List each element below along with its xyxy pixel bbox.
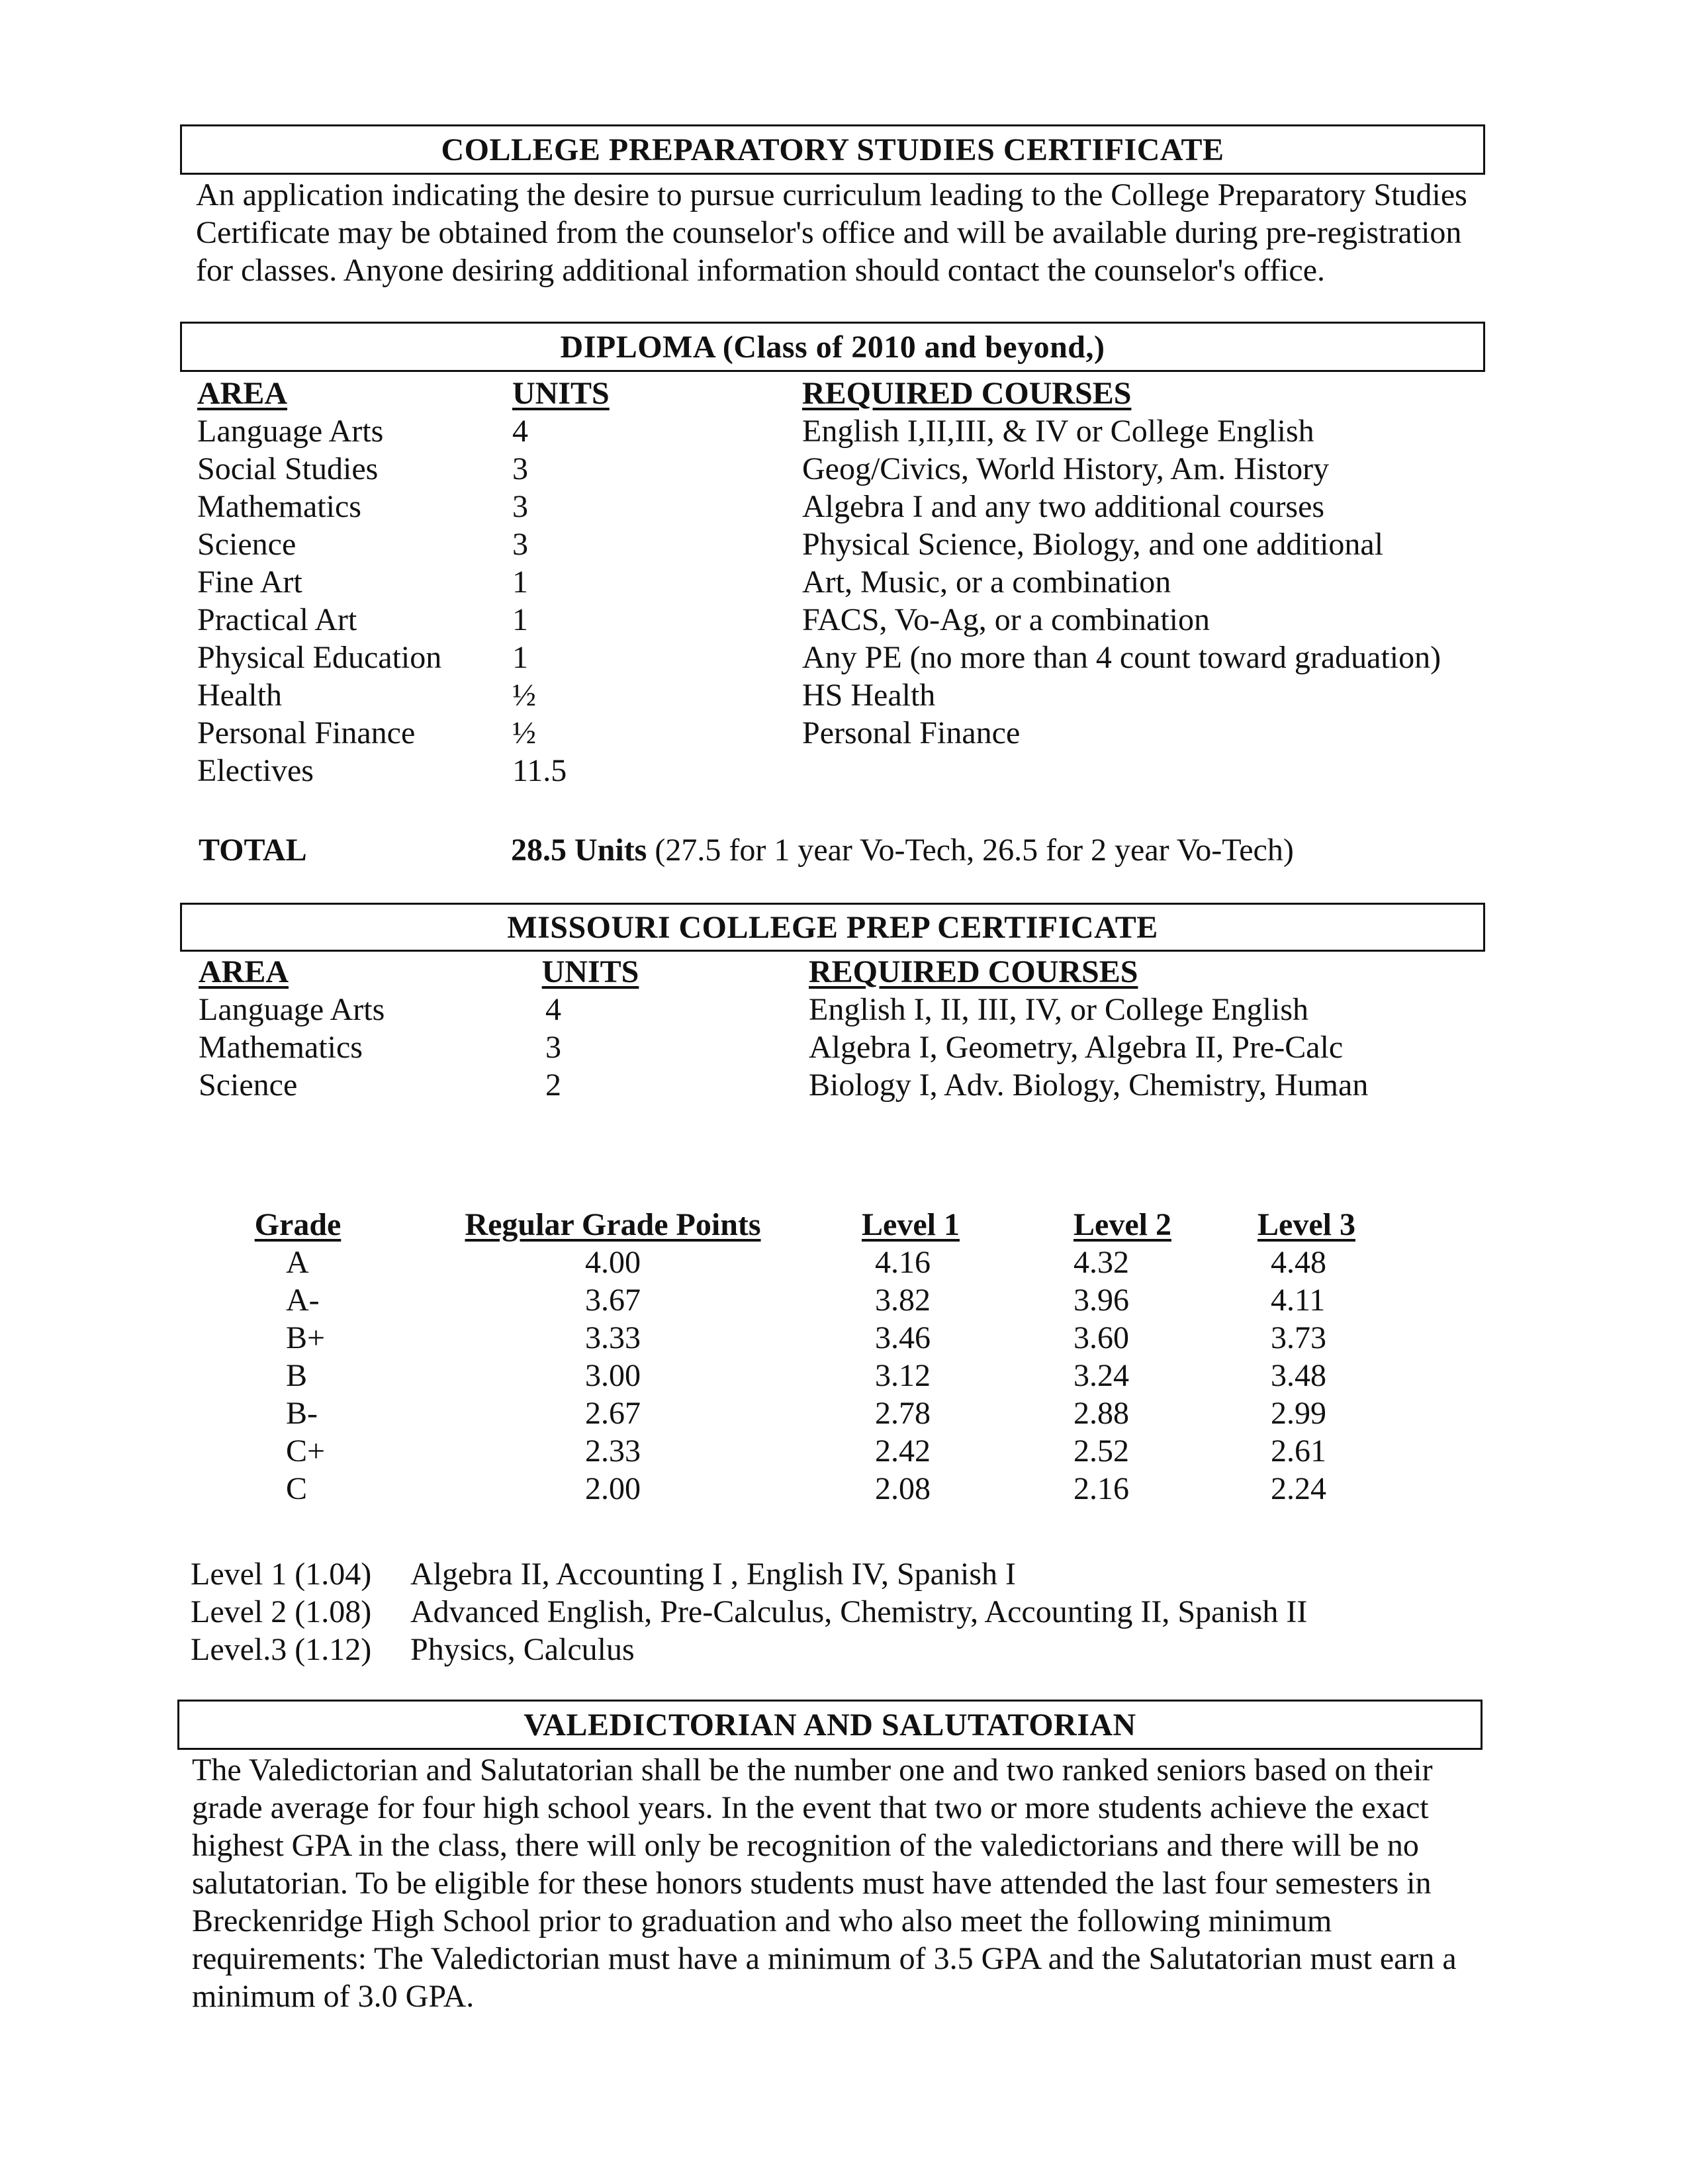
diploma-courses: HS Health (802, 678, 936, 713)
level3-points: 2.24 (1271, 1471, 1326, 1506)
college-prep-studies-title: COLLEGE PREPARATORY STUDIES CERTIFICATE (441, 132, 1224, 167)
grade-header: Grade (254, 1207, 342, 1242)
diploma-units: 1 (512, 565, 528, 600)
level1-points: 3.46 (875, 1320, 931, 1355)
level-label: Level 2 (1.08) (191, 1594, 372, 1629)
missouri-courses: English I, II, III, IV, or College English (809, 992, 1308, 1027)
diploma-area: Fine Art (197, 565, 302, 600)
diploma-total-note: (27.5 for 1 year Vo-Tech, 26.5 for 2 year Vo-Tech) (655, 833, 1294, 868)
regular-points-column (454, 1206, 772, 1508)
diploma-area-column (197, 375, 441, 790)
missouri-title-box (180, 903, 1485, 952)
regular-points: 2.67 (585, 1396, 641, 1431)
diploma-courses: Personal Finance (802, 715, 1021, 751)
level3-column (1257, 1206, 1355, 1508)
missouri-area-header: AREA (199, 954, 289, 989)
missouri-units: 3 (545, 1030, 561, 1065)
diploma-area: Health (197, 678, 282, 713)
level2-points: 3.60 (1073, 1320, 1129, 1355)
grade-letter: C+ (286, 1433, 326, 1469)
regular-points: 2.33 (585, 1433, 641, 1469)
diploma-courses: Physical Science, Biology, and one additional (802, 527, 1384, 562)
grade-letter: B- (286, 1396, 318, 1431)
diploma-units: 1 (512, 602, 528, 637)
diploma-courses: Any PE (no more than 4 count toward graduation) (802, 640, 1441, 675)
diploma-total-units: 28.5 Units (511, 833, 647, 868)
missouri-area: Science (199, 1068, 298, 1103)
level2-points: 4.32 (1073, 1245, 1129, 1280)
regular-points: 3.67 (585, 1283, 641, 1318)
valedictorian-title: VALEDICTORIAN AND SALUTATORIAN (524, 1707, 1136, 1743)
diploma-units: 1 (512, 640, 528, 675)
diploma-area: Personal Finance (197, 715, 416, 751)
regular-points: 2.00 (585, 1471, 641, 1506)
level3-points: 3.48 (1271, 1358, 1326, 1393)
level1-column (862, 1206, 960, 1508)
level2-column (1073, 1206, 1171, 1508)
diploma-area: Language Arts (197, 414, 384, 449)
diploma-units: 11.5 (512, 753, 567, 788)
level3-header: Level 3 (1257, 1207, 1355, 1242)
diploma-area: Mathematics (197, 489, 361, 524)
level2-points: 3.96 (1073, 1283, 1129, 1318)
grade-letter: C (286, 1471, 308, 1506)
level3-points: 4.48 (1271, 1245, 1326, 1280)
level3-points: 4.11 (1271, 1283, 1326, 1318)
missouri-units-header: UNITS (541, 954, 639, 989)
diploma-courses: FACS, Vo-Ag, or a combination (802, 602, 1210, 637)
regular-points-header: Regular Grade Points (465, 1207, 761, 1242)
grade-letter: A- (286, 1283, 320, 1318)
level1-header: Level 1 (862, 1207, 960, 1242)
diploma-units: 4 (512, 414, 528, 449)
level-courses: Advanced English, Pre-Calculus, Chemistry, Accounting II, Spanish II (410, 1594, 1308, 1629)
level3-points: 2.61 (1271, 1433, 1326, 1469)
diploma-units: 3 (512, 451, 528, 486)
level1-points: 4.16 (875, 1245, 931, 1280)
diploma-courses (802, 752, 1441, 790)
level1-points: 3.82 (875, 1283, 931, 1318)
missouri-units-column (537, 953, 643, 1104)
level3-points: 3.73 (1271, 1320, 1326, 1355)
regular-points: 3.33 (585, 1320, 641, 1355)
grade-letter: B+ (286, 1320, 326, 1355)
grade-letter: B (286, 1358, 308, 1393)
valedictorian-text: The Valedictorian and Salutatorian shall be the number one and two ranked seniors based on their grade average for four high school years. In the event that two or more students achieve the exact highest GPA in the class, there will only be recognition of the valedictorians and there will be no salutatorian. To be eligible for these honors students must have attended the last four semesters in Breckenridge High School prior to graduation and who also meet the following minimum requirements: The Valedictorian must have a minimum of 3.5 GPA and the Salutatorian must earn a minimum of 3.0 GPA. (192, 1752, 1457, 2014)
diploma-title-box (180, 322, 1485, 372)
college-prep-studies-title-box (180, 124, 1485, 175)
diploma-units: 3 (512, 489, 528, 524)
diploma-units-column (512, 375, 610, 790)
level-label: Level 1 (1.04) (191, 1557, 372, 1592)
diploma-courses: English I,II,III, & IV or College English (802, 414, 1314, 449)
level-courses: Algebra II, Accounting I , English IV, Spanish I (410, 1557, 1016, 1592)
diploma-area-header: AREA (197, 376, 288, 411)
missouri-title: MISSOURI COLLEGE PREP CERTIFICATE (507, 909, 1158, 945)
diploma-total-label: TOTAL (199, 833, 307, 868)
missouri-area: Language Arts (199, 992, 385, 1027)
diploma-title: DIPLOMA (Class of 2010 and beyond,) (560, 329, 1105, 365)
diploma-courses-column (802, 375, 1441, 790)
regular-points: 3.00 (585, 1358, 641, 1393)
diploma-courses: Art, Music, or a combination (802, 565, 1171, 600)
level2-header: Level 2 (1073, 1207, 1171, 1242)
diploma-area: Electives (197, 753, 314, 788)
diploma-units: ½ (512, 715, 536, 751)
regular-points: 4.00 (585, 1245, 641, 1280)
level3-points: 2.99 (1271, 1396, 1326, 1431)
diploma-area: Physical Education (197, 640, 442, 675)
level1-points: 3.12 (875, 1358, 931, 1393)
missouri-units: 4 (545, 992, 561, 1027)
missouri-courses: Biology I, Adv. Biology, Chemistry, Human (809, 1068, 1369, 1103)
level-labels-column (191, 1555, 371, 1668)
level-courses: Physics, Calculus (410, 1632, 635, 1667)
diploma-courses-header: REQUIRED COURSES (802, 376, 1132, 411)
level1-points: 2.78 (875, 1396, 931, 1431)
college-prep-studies-text: An application indicating the desire to pursue curriculum leading to the College Preparatory Studies Certificate may be obtained from the counselor's office and will be available during pre-registration for classes. Anyone desiring additional information should contact the counselor's office. (196, 177, 1467, 288)
missouri-courses: Algebra I, Geometry, Algebra II, Pre-Calc (809, 1030, 1344, 1065)
missouri-courses-header: REQUIRED COURSES (809, 954, 1138, 989)
missouri-units: 2 (545, 1068, 561, 1103)
diploma-courses: Algebra I and any two additional courses (802, 489, 1325, 524)
diploma-courses: Geog/Civics, World History, Am. History (802, 451, 1330, 486)
level-label: Level.3 (1.12) (191, 1632, 372, 1667)
missouri-area-column (199, 953, 385, 1104)
grade-column (238, 1206, 357, 1508)
grade-letter: A (286, 1245, 309, 1280)
level1-points: 2.08 (875, 1471, 931, 1506)
level1-points: 2.42 (875, 1433, 931, 1469)
diploma-units: ½ (512, 678, 536, 713)
diploma-area: Practical Art (197, 602, 357, 637)
diploma-units-header: UNITS (512, 376, 610, 411)
valedictorian-title-box (177, 1700, 1483, 1750)
level2-points: 2.88 (1073, 1396, 1129, 1431)
missouri-courses-column (809, 953, 1368, 1104)
level2-points: 2.16 (1073, 1471, 1129, 1506)
missouri-area: Mathematics (199, 1030, 363, 1065)
diploma-area: Social Studies (197, 451, 379, 486)
diploma-units: 3 (512, 527, 528, 562)
level-courses-column (410, 1555, 1307, 1668)
level2-points: 2.52 (1073, 1433, 1129, 1469)
diploma-area: Science (197, 527, 297, 562)
level2-points: 3.24 (1073, 1358, 1129, 1393)
diploma-total (511, 831, 1294, 869)
